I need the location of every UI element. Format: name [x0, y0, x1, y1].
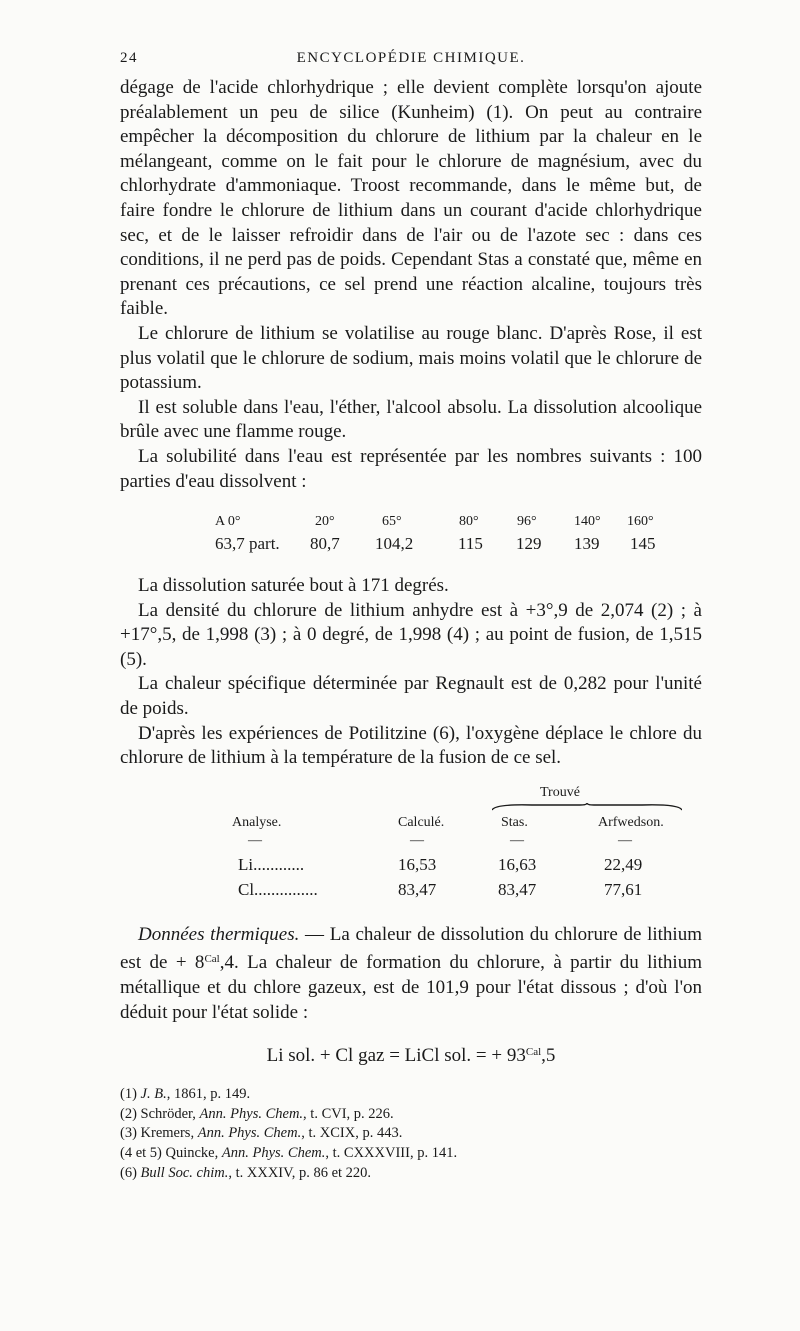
thermique-text-b: ,4. La chaleur de formation du chlorure, à partir du lithium métallique et du chlore gazeux, est de 101,9 pour l'état dissous ; d'où l'on déduit pour l'état solide :	[120, 952, 702, 1023]
found-group-header: Trouvé	[540, 784, 580, 800]
column-header-analyse: Analyse.	[232, 814, 282, 830]
thermique-text-a: — La chaleur de dissolution du chlorure de lithium est de + 8	[120, 923, 702, 974]
column-dash: —	[510, 832, 524, 848]
paragraph-solubility: Il est soluble dans l'eau, l'éther, l'alcool absolu. La dissolution alcoolique brûle avec une flamme rouge.	[120, 396, 702, 443]
footnote-1: (1) J. B., 1861, p. 149.	[120, 1086, 251, 1103]
solubility-value: 139	[574, 534, 600, 554]
solubility-value: 129	[516, 534, 542, 554]
thermique-heading: Données thermiques.	[138, 923, 300, 945]
temperature-cell: 65°	[382, 514, 402, 530]
row-label-li: Li............	[238, 854, 305, 874]
paragraph-density: La densité du chlorure de lithium anhydre est à +3°,9 de 2,074 (2) ; à +17°,5, de 1,998 (3) ; à 0 degré, de 1,998 (4) ; au point de fusion, de 1,515 (5).	[120, 599, 702, 670]
value-stas-cl: 83,47	[498, 879, 537, 899]
cal-unit: Cal	[525, 1046, 542, 1059]
page	[120, 50, 702, 1183]
paragraph-boiling: La dissolution saturée bout à 171 degrés.	[138, 575, 449, 597]
brace-icon	[492, 803, 682, 811]
value-arfwedson-li: 22,49	[604, 854, 643, 874]
equation-suffix: ,5	[541, 1045, 556, 1067]
footnote-6: (6) Bull Soc. chim., t. XXXIV, p. 86 et 220.	[120, 1164, 372, 1181]
page-number: 24	[120, 50, 138, 66]
solubility-value: 80,7	[310, 534, 340, 554]
row-label-cl: Cl...............	[238, 879, 318, 899]
value-calcule-cl: 83,47	[398, 879, 437, 899]
paragraph-oxygen: D'après les expériences de Potilitzine (6), l'oxygène déplace le chlore du chlorure de lithium à la température de la fusion de ce sel.	[120, 722, 702, 769]
column-header-arfwedson: Arfwedson.	[598, 814, 664, 830]
temperature-cell: 20°	[315, 514, 335, 530]
running-title: ENCYCLOPÉDIE CHIMIQUE.	[296, 50, 526, 66]
column-dash: —	[618, 832, 632, 848]
value-arfwedson-cl: 77,61	[604, 879, 643, 899]
temperature-cell: 160°	[627, 514, 654, 530]
equation-text: Li sol. + Cl gaz = LiCl sol. = + 93	[266, 1045, 526, 1067]
temperature-cell: A 0°	[215, 514, 241, 530]
footnotes	[120, 1085, 702, 1183]
temperature-cell: 140°	[574, 514, 601, 530]
paragraph-decomposition: dégage de l'acide chlorhydrique ; elle devient complète lorsqu'on ajoute préalablement un peu de silice (Kunheim) (1). On peut au contraire empêcher la décomposition du chlorure de lithium par la chaleur en le mélangeant, comme on le fait pour le chlorure de magnésium, avec du chlorhydrate d'ammoniaque. Troost recommande, dans le même but, de faire fondre le chlorure de lithium dans un courant d'acide chlorhydrique sec, et de le laisser refroidir dans de l'air ou de l'azote sec : dans ces conditions, il ne perd pas de poids. Cependant Stas a constaté que, même en prenant ces précautions, ce sel prend une réaction alcaline, toujours très faible.	[120, 77, 702, 320]
value-stas-li: 16,63	[498, 854, 537, 874]
temperature-cell: 96°	[517, 514, 537, 530]
column-header-calcule: Calculé.	[398, 814, 445, 830]
paragraph-thermique	[120, 923, 702, 1025]
value-calcule-li: 16,53	[398, 854, 437, 874]
analysis-table	[120, 785, 702, 913]
footnote-2: (2) Schröder, Ann. Phys. Chem., t. CVI, p. 226.	[120, 1105, 394, 1122]
solubility-table	[120, 514, 702, 560]
column-dash: —	[410, 832, 424, 848]
solubility-temperature-row	[120, 514, 702, 534]
paragraph-specific-heat: La chaleur spécifique déterminée par Regnault est de 0,282 pour l'unité de poids.	[120, 673, 702, 720]
cal-unit: Cal	[204, 953, 220, 966]
column-dash: —	[248, 832, 262, 848]
solubility-value: 63,7 part.	[215, 534, 280, 554]
column-header-stas: Stas.	[501, 814, 528, 830]
solubility-value: 104,2	[375, 534, 414, 554]
paragraph-volatility: Le chlorure de lithium se volatilise au rouge blanc. D'après Rose, il est plus volatil que le chlorure de sodium, mais moins volatil que le chlorure de potassium.	[120, 322, 702, 394]
formation-equation	[120, 1045, 702, 1067]
solubility-value: 145	[630, 534, 656, 554]
footnote-4-5: (4 et 5) Quincke, Ann. Phys. Chem., t. CXXXVIII, p. 141.	[120, 1145, 458, 1161]
temperature-cell: 80°	[459, 514, 479, 530]
running-head	[120, 50, 702, 76]
solubility-value: 115	[458, 534, 483, 554]
solubility-value-row	[120, 534, 702, 560]
footnote-3: (3) Kremers, Ann. Phys. Chem., t. XCIX, p. 443.	[120, 1125, 403, 1142]
paragraph-solubility-intro: La solubilité dans l'eau est représentée par les nombres suivants : 100 parties d'eau dissolvent :	[120, 445, 702, 492]
